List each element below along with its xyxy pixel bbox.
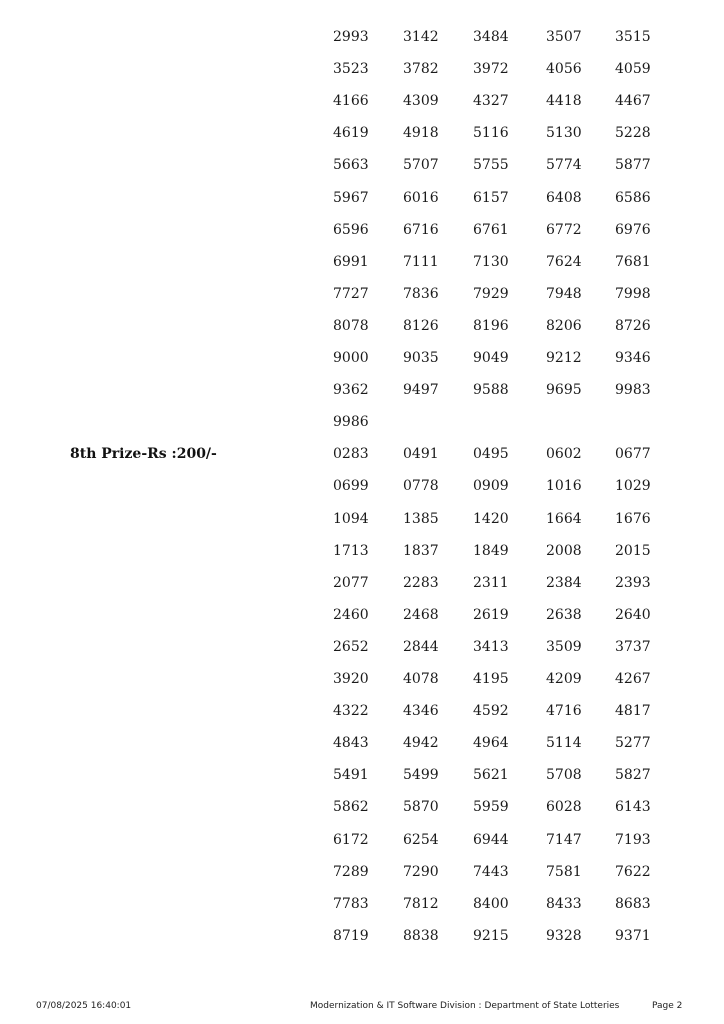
winning-number: 9346 (615, 350, 651, 366)
winning-number: 5774 (546, 157, 582, 173)
winning-number: 4942 (403, 735, 439, 751)
winning-number: 6944 (473, 832, 509, 848)
winning-number: 2077 (333, 575, 369, 591)
winning-number: 4078 (403, 671, 439, 687)
winning-number: 3515 (615, 29, 651, 45)
winning-number: 5755 (473, 157, 509, 173)
winning-number: 9695 (546, 382, 582, 398)
winning-number: 3142 (403, 29, 439, 45)
winning-number: 1094 (333, 511, 369, 527)
winning-number: 0495 (473, 446, 509, 462)
winning-number: 7624 (546, 254, 582, 270)
winning-number: 6772 (546, 222, 582, 238)
winning-number: 0491 (403, 446, 439, 462)
number-row (0, 863, 724, 895)
winning-number: 5663 (333, 157, 369, 173)
number-row (0, 413, 724, 445)
number-row (0, 156, 724, 188)
number-row (0, 766, 724, 798)
winning-number: 2652 (333, 639, 369, 655)
winning-number: 0677 (615, 446, 651, 462)
winning-number: 2468 (403, 607, 439, 623)
winning-number: 5827 (615, 767, 651, 783)
winning-number: 8196 (473, 318, 509, 334)
number-row (0, 221, 724, 253)
winning-number: 5707 (403, 157, 439, 173)
winning-number: 5277 (615, 735, 651, 751)
winning-number: 6976 (615, 222, 651, 238)
winning-number: 2460 (333, 607, 369, 623)
division-name: Modernization & IT Software Division : Department of State Lotteries (310, 1001, 620, 1011)
winning-number: 1385 (403, 511, 439, 527)
winning-number: 7998 (615, 286, 651, 302)
winning-number: 7727 (333, 286, 369, 302)
winning-number: 8719 (333, 928, 369, 944)
winning-number: 6408 (546, 190, 582, 206)
winning-number: 9497 (403, 382, 439, 398)
winning-number: 5114 (546, 735, 582, 751)
winning-number: 8433 (546, 896, 582, 912)
winning-number: 8683 (615, 896, 651, 912)
winning-number: 4195 (473, 671, 509, 687)
winning-number: 7289 (333, 864, 369, 880)
winning-number: 3484 (473, 29, 509, 45)
number-row (0, 895, 724, 927)
winning-number: 5959 (473, 799, 509, 815)
winning-number: 7443 (473, 864, 509, 880)
winning-number: 7581 (546, 864, 582, 880)
winning-number: 5116 (473, 125, 509, 141)
number-row (0, 670, 724, 702)
winning-number: 1029 (615, 478, 651, 494)
winning-number: 0778 (403, 478, 439, 494)
number-row (0, 574, 724, 606)
number-row (0, 734, 724, 766)
winning-number: 5621 (473, 767, 509, 783)
winning-number: 8838 (403, 928, 439, 944)
winning-number: 7147 (546, 832, 582, 848)
winning-number: 9212 (546, 350, 582, 366)
number-row (0, 542, 724, 574)
winning-number: 4166 (333, 93, 369, 109)
winning-number: 6586 (615, 190, 651, 206)
winning-number: 5228 (615, 125, 651, 141)
winning-number: 4309 (403, 93, 439, 109)
winning-number: 1676 (615, 511, 651, 527)
winning-number: 2311 (473, 575, 509, 591)
winning-number: 8206 (546, 318, 582, 334)
winning-number: 4817 (615, 703, 651, 719)
winning-number: 5499 (403, 767, 439, 783)
winning-number: 4716 (546, 703, 582, 719)
winning-number: 0909 (473, 478, 509, 494)
winning-number: 6028 (546, 799, 582, 815)
number-row (0, 285, 724, 317)
winning-number: 4843 (333, 735, 369, 751)
page-footer (0, 1000, 724, 1014)
number-row (0, 606, 724, 638)
number-row (0, 927, 724, 959)
number-row (0, 638, 724, 670)
winning-number: 9035 (403, 350, 439, 366)
winning-number: 7290 (403, 864, 439, 880)
winning-number: 7130 (473, 254, 509, 270)
winning-number: 9000 (333, 350, 369, 366)
winning-number: 6596 (333, 222, 369, 238)
winning-number: 4327 (473, 93, 509, 109)
winning-number: 4267 (615, 671, 651, 687)
winning-number: 2640 (615, 607, 651, 623)
winning-number: 3972 (473, 61, 509, 77)
winning-number: 3782 (403, 61, 439, 77)
winning-number: 4056 (546, 61, 582, 77)
winning-number: 4322 (333, 703, 369, 719)
winning-number: 2393 (615, 575, 651, 591)
winning-number: 7681 (615, 254, 651, 270)
winning-number: 6991 (333, 254, 369, 270)
winning-number: 7193 (615, 832, 651, 848)
winning-number: 2283 (403, 575, 439, 591)
winning-number: 9983 (615, 382, 651, 398)
winning-number: 9588 (473, 382, 509, 398)
winning-number: 2638 (546, 607, 582, 623)
winning-number: 5870 (403, 799, 439, 815)
winning-number: 4918 (403, 125, 439, 141)
winning-number: 1016 (546, 478, 582, 494)
winning-number: 5862 (333, 799, 369, 815)
winning-number: 1713 (333, 543, 369, 559)
winning-number: 2993 (333, 29, 369, 45)
winning-number: 7929 (473, 286, 509, 302)
number-row (0, 60, 724, 92)
number-row (0, 317, 724, 349)
winning-number: 3509 (546, 639, 582, 655)
winning-number: 9986 (333, 414, 369, 430)
winning-number: 3920 (333, 671, 369, 687)
winning-number: 6016 (403, 190, 439, 206)
winning-number: 2008 (546, 543, 582, 559)
winning-number: 6761 (473, 222, 509, 238)
winning-number: 4619 (333, 125, 369, 141)
winning-number: 0699 (333, 478, 369, 494)
winning-number: 2619 (473, 607, 509, 623)
winning-number: 0283 (333, 446, 369, 462)
winning-number: 7111 (403, 254, 439, 270)
number-row (0, 92, 724, 124)
prize-label-8th: 8th Prize-Rs :200/- (70, 446, 217, 462)
winning-number: 4346 (403, 703, 439, 719)
winning-number: 5967 (333, 190, 369, 206)
winning-number: 9049 (473, 350, 509, 366)
winning-number: 6143 (615, 799, 651, 815)
number-row (0, 798, 724, 830)
winning-number: 9371 (615, 928, 651, 944)
winning-number: 5877 (615, 157, 651, 173)
winning-number: 1837 (403, 543, 439, 559)
winning-number: 8126 (403, 318, 439, 334)
number-row (0, 124, 724, 156)
winning-number: 2015 (615, 543, 651, 559)
number-row (0, 189, 724, 221)
winning-number: 1664 (546, 511, 582, 527)
winning-number: 6716 (403, 222, 439, 238)
number-row (0, 510, 724, 542)
winning-number: 3413 (473, 639, 509, 655)
winning-number: 4418 (546, 93, 582, 109)
winning-number: 8078 (333, 318, 369, 334)
number-row (0, 28, 724, 60)
page-number: Page 2 (652, 1001, 683, 1011)
winning-number: 7783 (333, 896, 369, 912)
winning-number: 6172 (333, 832, 369, 848)
winning-number: 3737 (615, 639, 651, 655)
winning-number: 5708 (546, 767, 582, 783)
winning-number: 7812 (403, 896, 439, 912)
winning-number: 8400 (473, 896, 509, 912)
winning-number: 5491 (333, 767, 369, 783)
winning-number: 6254 (403, 832, 439, 848)
winning-number: 2844 (403, 639, 439, 655)
winning-number: 3507 (546, 29, 582, 45)
winning-number: 4059 (615, 61, 651, 77)
winning-number: 1849 (473, 543, 509, 559)
winning-number: 4209 (546, 671, 582, 687)
winning-number: 5130 (546, 125, 582, 141)
print-datetime: 07/08/2025 16:40:01 (36, 1001, 132, 1011)
number-row (0, 381, 724, 413)
number-row (0, 831, 724, 863)
winning-number: 9328 (546, 928, 582, 944)
winning-number: 9215 (473, 928, 509, 944)
winning-number: 1420 (473, 511, 509, 527)
winning-number: 9362 (333, 382, 369, 398)
winning-number: 7836 (403, 286, 439, 302)
winning-number: 7622 (615, 864, 651, 880)
winning-number: 2384 (546, 575, 582, 591)
winning-number: 6157 (473, 190, 509, 206)
number-row (0, 253, 724, 285)
winning-number: 4592 (473, 703, 509, 719)
winning-number: 3523 (333, 61, 369, 77)
winning-number: 7948 (546, 286, 582, 302)
number-row (0, 477, 724, 509)
number-row (0, 702, 724, 734)
winning-number: 4964 (473, 735, 509, 751)
number-row (0, 349, 724, 381)
winning-number: 0602 (546, 446, 582, 462)
winning-number: 4467 (615, 93, 651, 109)
winning-number: 8726 (615, 318, 651, 334)
